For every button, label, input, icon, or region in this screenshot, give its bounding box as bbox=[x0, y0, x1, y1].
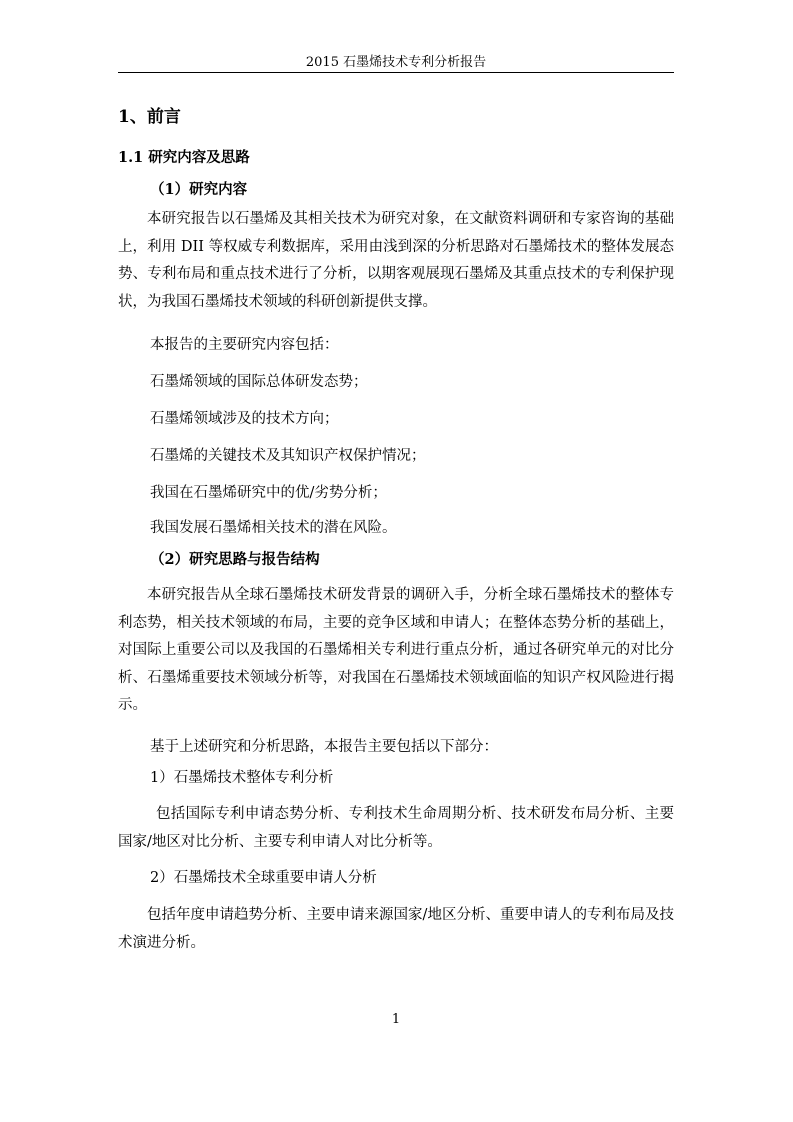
header-rule bbox=[118, 72, 674, 73]
list-item: 我国在石墨烯研究中的优/劣势分析； bbox=[150, 485, 387, 501]
section-heading: 1、前言 bbox=[118, 107, 181, 127]
paragraph-approach: 本研究报告从全球石墨烯技术研发背景的调研入手，分析全球石墨烯技术的整体专利态势，相关技术领域的布局，主要的竞争区域和申请人；在整体态势分析的基础上，对国际上重要公司以及我国的石墨烯相关专利进行重点分析，通过各研究单元的对比分析、石墨烯重要技术领域分析等，对我国在石墨烯技术领域面临的知识产权风险进行揭示。 bbox=[118, 587, 674, 713]
paragraph-main-content: 本报告的主要研究内容包括： bbox=[150, 337, 339, 353]
paragraph-intro: 本研究报告以石墨烯及其相关技术为研究对象，在文献资料调研和专家咨询的基础上，利用 DII 等权威专利数据库，采用由浅到深的分析思路对石墨烯技术的整体发展态势、专利布局和重点技术进行了分析，以期客观展现石墨烯及其重点技术的专利保护现状，为我国石墨烯技术领域的科研创新提供支撑。 bbox=[118, 211, 674, 310]
list-item: 石墨烯领域涉及的技术方向； bbox=[150, 411, 339, 427]
part-2-title: 2）石墨烯技术全球重要申请人分析 bbox=[150, 870, 377, 886]
list-item: 我国发展石墨烯相关技术的潜在风险。 bbox=[150, 520, 397, 536]
paragraph-parts-intro: 基于上述研究和分析思路，本报告主要包括以下部分： bbox=[150, 739, 498, 755]
part-1-title: 1）石墨烯技术整体专利分析 bbox=[150, 770, 334, 786]
sub-heading-research-approach: （2）研究思路与报告结构 bbox=[150, 551, 320, 568]
part-1-description: 包括国际专利申请态势分析、专利技术生命周期分析、技术研发布局分析、主要国家/地区对比分析、主要专利申请人对比分析等。 bbox=[118, 806, 674, 850]
running-header: 2015 石墨烯技术专利分析报告 bbox=[305, 55, 487, 70]
subsection-heading: 1.1 研究内容及思路 bbox=[118, 149, 250, 166]
list-item: 石墨烯的关键技术及其知识产权保护情况； bbox=[150, 448, 426, 464]
list-item: 石墨烯领域的国际总体研发态势； bbox=[150, 374, 368, 390]
part-2-description: 包括年度申请趋势分析、主要申请来源国家/地区分析、重要申请人的专利布局及技术演进分析。 bbox=[118, 907, 674, 951]
page-number: 1 bbox=[391, 1012, 401, 1027]
sub-heading-research-content: （1）研究内容 bbox=[150, 181, 248, 198]
